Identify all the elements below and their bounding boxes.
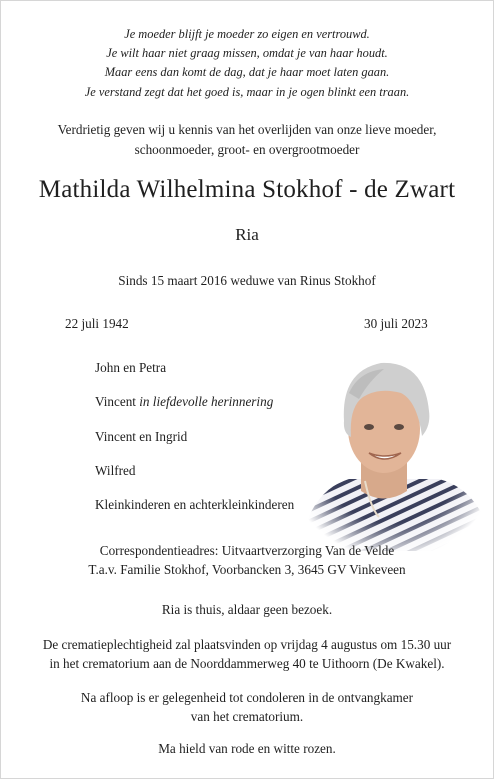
death-date: 30 juli 2023 <box>364 316 428 331</box>
poem-line: Je moeder blijft je moeder zo eigen en vertrouwd. <box>124 27 370 41</box>
mourner-note: in liefdevolle herinnering <box>139 394 274 410</box>
correspondence-line: Correspondentieadres: Uitvaartverzorging Van de Velde <box>99 543 395 558</box>
mourner-item <box>95 496 294 530</box>
mourner-name: John en Petra <box>95 360 167 375</box>
mourner-name: Kleinkinderen en achterkleinkinderen <box>95 497 295 513</box>
ceremony-line: De crematieplechtigheid zal plaatsvinden op vrijdag 4 augustus om 15.30 uur <box>42 637 452 652</box>
condolence-line: van het crematorium. <box>190 708 304 724</box>
mourners-list <box>95 359 294 530</box>
mourner-item <box>95 393 294 427</box>
condolence-info <box>1 689 493 726</box>
flowers-note: Ma hield van rode en witte rozen. <box>158 741 336 756</box>
intro-line: schoonmoeder, groot- en overgrootmoeder <box>134 141 360 157</box>
announcement-intro <box>1 120 493 159</box>
ceremony-line: in het crematorium aan de Noorddammerweg 40 te Uithoorn (De Kwakel). <box>49 655 445 671</box>
ceremony-info <box>1 636 493 673</box>
mourner-item <box>95 428 294 462</box>
widow-note: Sinds 15 maart 2016 weduwe van Rinus Stokhof <box>118 273 376 288</box>
mourner-item <box>95 359 294 393</box>
deceased-name: Mathilda Wilhelmina Stokhof - de Zwart <box>38 176 456 203</box>
mourner-item <box>95 462 294 496</box>
mourner-name: Vincent en Ingrid <box>95 428 188 444</box>
condolence-line: Na afloop is er gelegenheid tot condoleren in de ontvangkamer <box>80 690 414 705</box>
poem-line: Je verstand zegt dat het goed is, maar in je ogen blinkt een traan. <box>84 84 410 99</box>
correspondence-address <box>1 542 493 579</box>
correspondence-line: T.a.v. Familie Stokhof, Voorbancken 3, 3645 GV Vinkeveen <box>88 561 406 577</box>
mourner-name: Vincent <box>95 394 136 410</box>
portrait-photo <box>289 341 494 559</box>
birth-date: 22 juli 1942 <box>65 316 129 331</box>
poem-line: Je wilt haar niet graag missen, omdat je van haar houdt. <box>106 46 388 61</box>
intro-line: Verdrietig geven wij u kennis van het overlijden van onze lieve moeder, <box>57 122 437 137</box>
mourner-name: Wilfred <box>95 462 136 478</box>
deceased-nickname: Ria <box>235 225 259 244</box>
poem <box>1 25 493 102</box>
poem-line: Maar eens dan komt de dag, dat je haar moet laten gaan. <box>104 65 390 80</box>
visit-note: Ria is thuis, aldaar geen bezoek. <box>161 602 333 617</box>
